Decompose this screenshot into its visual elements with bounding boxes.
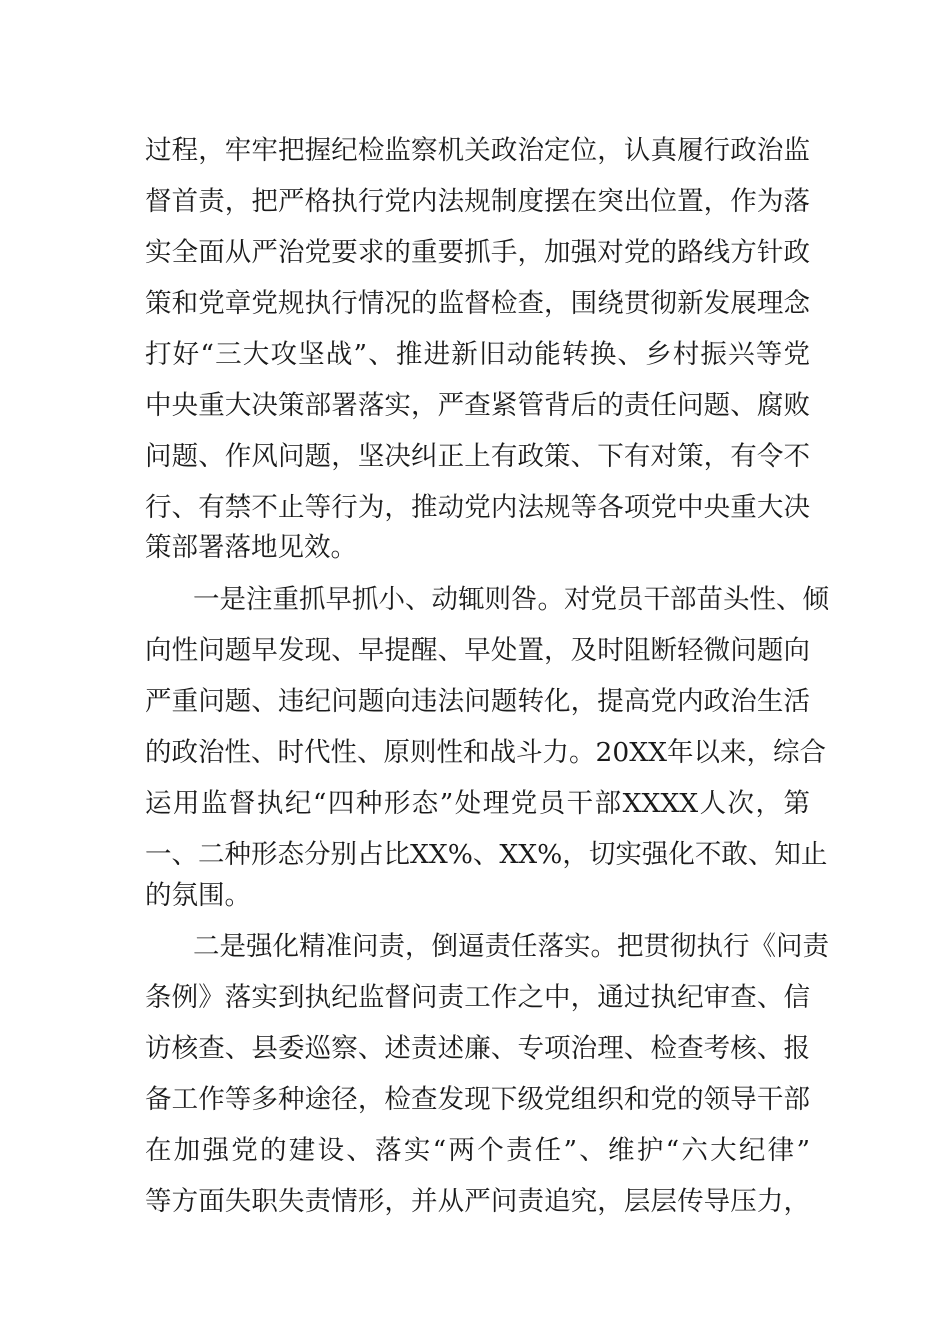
text-line: 备工作等多种途径，检查发现下级党组织和党的领导干部 [145, 1084, 810, 1115]
text-line: 过程，牢牢把握纪检监察机关政治定位，认真履行政治监 [145, 135, 810, 166]
text-line: 一、二种形态分别占比XX%、XX%，切实强化不敢、知止 [145, 839, 828, 870]
text-line: 向性问题早发现、早提醒、早处置，及时阻断轻微问题向 [145, 635, 810, 666]
text-line: 打好“三大攻坚战”、推进新旧动能转换、乡村振兴等党 [145, 339, 810, 370]
text-line: 访核查、县委巡察、述责述廉、专项治理、检查考核、报 [145, 1033, 810, 1064]
text-line: 运用监督执纪“四种形态”处理党员干部XXXX人次，第 [145, 788, 810, 819]
text-line: 实全面从严治党要求的重要抓手，加强对党的路线方针政 [145, 237, 810, 268]
text-line: 二是强化精准问责，倒逼责任落实。把贯彻执行《问责 [193, 931, 829, 962]
text-line: 问题、作风问题，坚决纠正上有政策、下有对策，有令不 [145, 441, 810, 472]
text-line: 策部署落地见效。 [145, 532, 357, 563]
text-line: 严重问题、违纪问题向违法问题转化，提高党内政治生活 [145, 686, 810, 717]
text-line: 行、有禁不止等行为，推动党内法规等各项党中央重大决 [145, 492, 810, 523]
text-line: 的政治性、时代性、原则性和战斗力。20XX年以来，综合 [145, 737, 826, 768]
text-line: 一是注重抓早抓小、动辄则咎。对党员干部苗头性、倾 [193, 584, 829, 615]
text-line: 中央重大决策部署落实，严查紧管背后的责任问题、腐败 [145, 390, 810, 421]
text-line: 在加强党的建设、落实“两个责任”、维护“六大纪律” [145, 1135, 810, 1166]
text-line: 策和党章党规执行情况的监督检查，围绕贯彻新发展理念 [145, 288, 810, 319]
text-line: 的氛围。 [145, 880, 251, 911]
text-line: 等方面失职失责情形，并从严问责追究，层层传导压力， [145, 1186, 810, 1217]
text-line: 条例》落实到执纪监督问责工作之中，通过执纪审查、信 [145, 982, 810, 1013]
text-line: 督首责，把严格执行党内法规制度摆在突出位置，作为落 [145, 186, 810, 217]
